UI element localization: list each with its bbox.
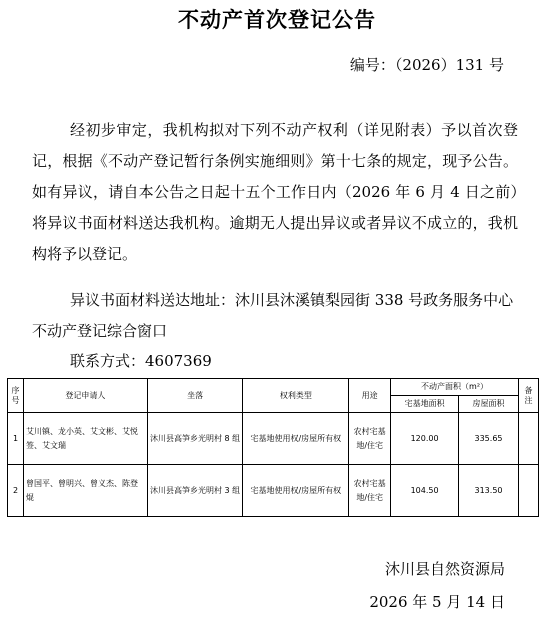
cell-right-type: 宅基地使用权/房屋所有权 xyxy=(243,413,349,465)
document-number: 编号：（2026）131 号 xyxy=(349,56,504,74)
header-applicant: 登记申请人 xyxy=(23,379,147,413)
property-table xyxy=(7,378,539,517)
address-paragraph: 异议书面材料送达地址：沐川县沐溪镇梨园街 338 号政务服务中心不动产登记综合窗口 xyxy=(32,291,514,340)
cell-usage: 农村宅基地/住宅 xyxy=(349,413,391,465)
cell-seq: 2 xyxy=(8,465,24,517)
cell-remark xyxy=(518,413,538,465)
header-area-group: 不动产面积（m²） xyxy=(391,379,519,396)
cell-applicant: 曾国平、曾明兴、曾义杰、陈登焜 xyxy=(23,465,147,517)
header-right-type: 权利类型 xyxy=(243,379,349,413)
cell-right-type: 宅基地使用权/房屋所有权 xyxy=(243,465,349,517)
cell-remark xyxy=(518,465,538,517)
cell-applicant: 艾川镇、龙小英、艾文彬、艾悦签、艾文瑞 xyxy=(23,413,147,465)
header-land-area: 宅基地面积 xyxy=(391,396,459,413)
page-title: 不动产首次登记公告 xyxy=(178,7,376,32)
cell-location: 沐川县高笋乡光明村 3 组 xyxy=(147,465,243,517)
header-location: 坐落 xyxy=(147,379,243,413)
cell-land-area: 104.50 xyxy=(391,465,459,517)
issuing-authority: 沐川县自然资源局 xyxy=(384,560,505,578)
cell-land-area: 120.00 xyxy=(391,413,459,465)
header-remark: 备注 xyxy=(518,379,538,413)
header-house-area: 房屋面积 xyxy=(459,396,519,413)
header-usage: 用途 xyxy=(349,379,391,413)
header-seq: 序号 xyxy=(8,379,24,413)
cell-house-area: 313.50 xyxy=(459,465,519,517)
cell-usage: 农村宅基地/住宅 xyxy=(349,465,391,517)
contact-paragraph: 联系方式：4607369 xyxy=(70,352,212,370)
cell-location: 沐川县高笋乡光明村 8 组 xyxy=(147,413,243,465)
table-row xyxy=(8,465,539,517)
main-paragraph: 经初步审定，我机构拟对下列不动产权利（详见附表）予以首次登记，根据《不动产登记暂行条例实施细则》第十七条的规定，现予公告。如有异议，请自本公告之日起十五个工作日内（2026 年 6 月 4 日之前）将异议书面材料送达我机构。逾期无人提出异议或者异议不成立的，我机构将予以登记。 xyxy=(32,121,518,263)
issue-date: 2026 年 5 月 14 日 xyxy=(369,593,505,611)
table-row xyxy=(8,413,539,465)
cell-house-area: 335.65 xyxy=(459,413,519,465)
cell-seq: 1 xyxy=(8,413,24,465)
